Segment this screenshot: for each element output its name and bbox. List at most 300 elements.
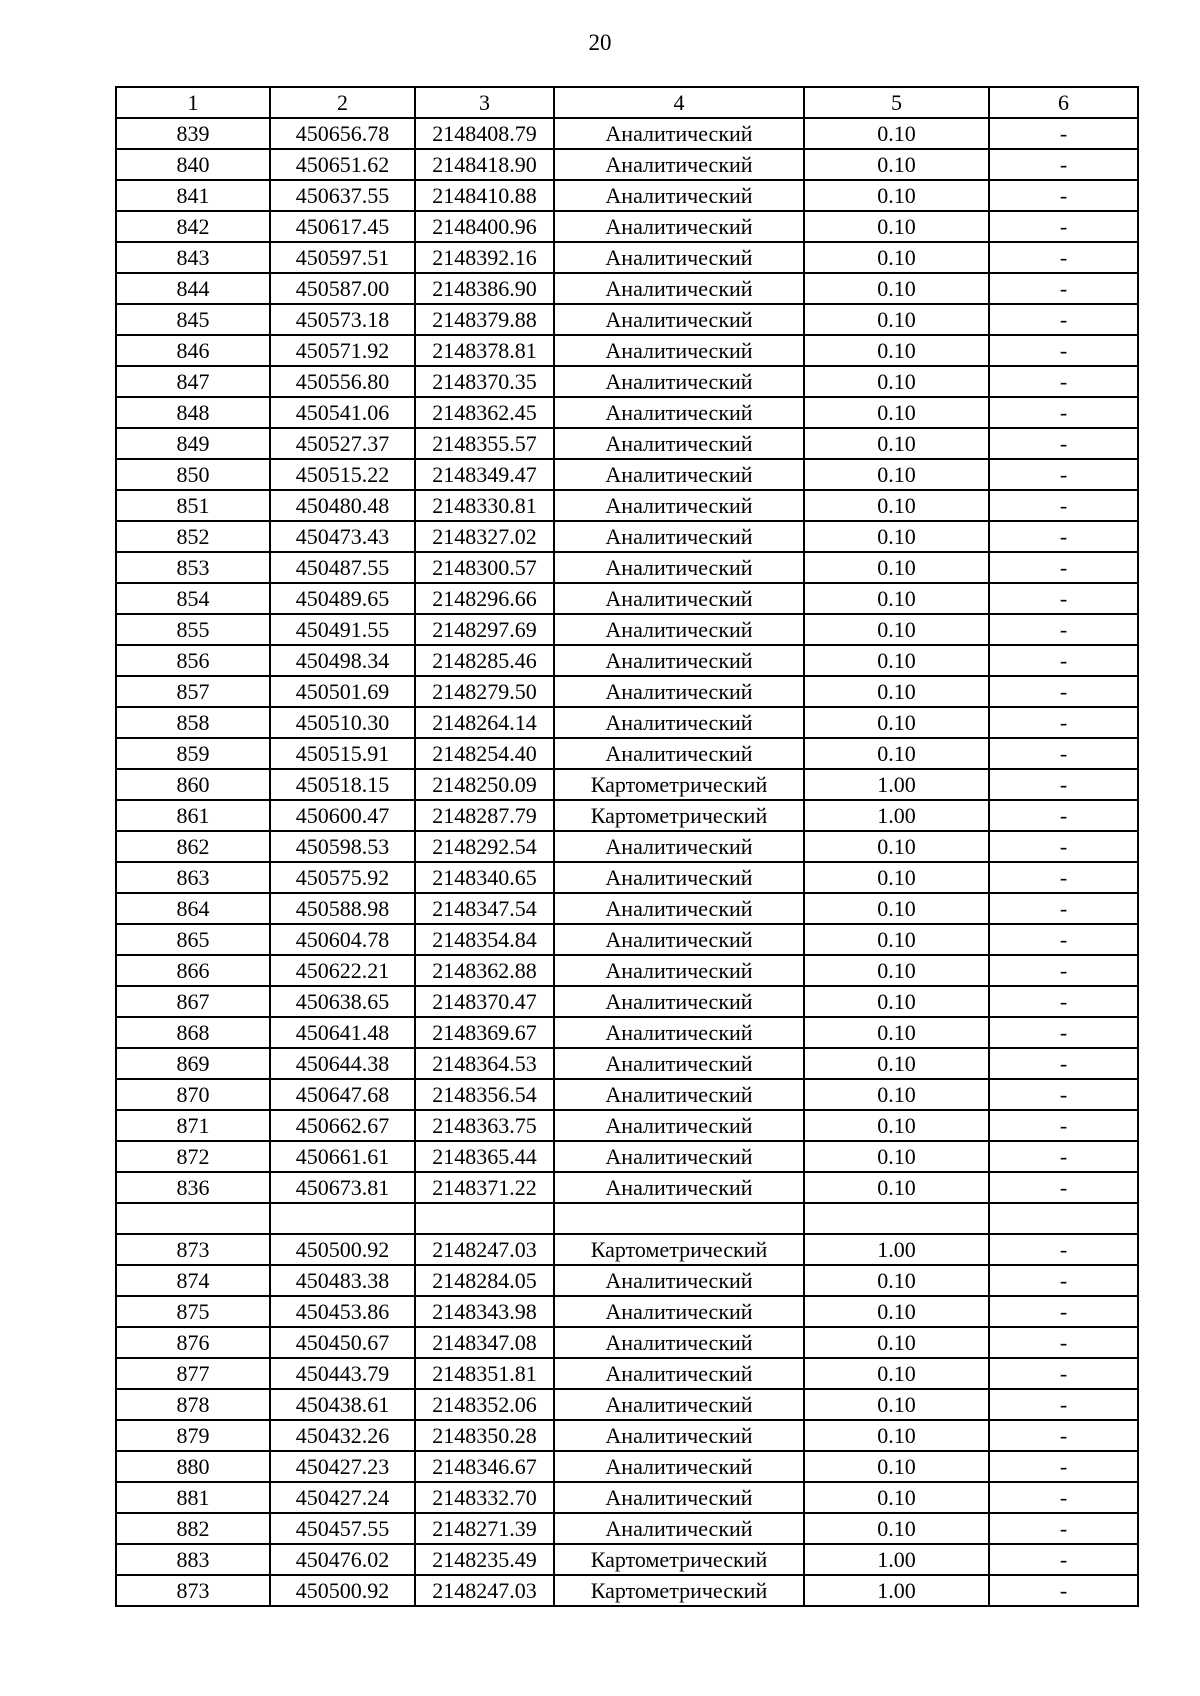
y-coordinate-cell: 2148254.40 bbox=[415, 738, 554, 769]
accuracy-cell: 0.10 bbox=[804, 521, 989, 552]
x-coordinate-cell: 450483.38 bbox=[270, 1265, 415, 1296]
note-cell: - bbox=[989, 1265, 1138, 1296]
y-coordinate-cell: 2148296.66 bbox=[415, 583, 554, 614]
y-coordinate-cell: 2148410.88 bbox=[415, 180, 554, 211]
accuracy-cell: 0.10 bbox=[804, 955, 989, 986]
method-cell: Аналитический bbox=[554, 1327, 804, 1358]
table-row bbox=[116, 924, 1138, 955]
x-coordinate-cell: 450518.15 bbox=[270, 769, 415, 800]
y-coordinate-cell: 2148408.79 bbox=[415, 118, 554, 149]
y-coordinate-cell: 2148264.14 bbox=[415, 707, 554, 738]
table-row bbox=[116, 1017, 1138, 1048]
table-row bbox=[116, 769, 1138, 800]
y-coordinate-cell: 2148355.57 bbox=[415, 428, 554, 459]
method-cell: Аналитический bbox=[554, 1513, 804, 1544]
table-row bbox=[116, 1451, 1138, 1482]
table-header-row bbox=[116, 87, 1138, 118]
y-coordinate-cell: 2148356.54 bbox=[415, 1079, 554, 1110]
x-coordinate-cell: 450662.67 bbox=[270, 1110, 415, 1141]
point-number-cell: 854 bbox=[116, 583, 270, 614]
method-cell: Аналитический bbox=[554, 397, 804, 428]
y-coordinate-cell: 2148351.81 bbox=[415, 1358, 554, 1389]
point-number-cell: 853 bbox=[116, 552, 270, 583]
table-row bbox=[116, 521, 1138, 552]
table-row bbox=[116, 1296, 1138, 1327]
x-coordinate-cell: 450541.06 bbox=[270, 397, 415, 428]
note-cell: - bbox=[989, 552, 1138, 583]
y-coordinate-cell: 2148330.81 bbox=[415, 490, 554, 521]
x-coordinate-cell: 450556.80 bbox=[270, 366, 415, 397]
method-cell: Аналитический bbox=[554, 273, 804, 304]
table-row bbox=[116, 428, 1138, 459]
point-number-cell: 839 bbox=[116, 118, 270, 149]
y-coordinate-cell: 2148369.67 bbox=[415, 1017, 554, 1048]
method-cell: Аналитический bbox=[554, 676, 804, 707]
x-coordinate-cell: 450587.00 bbox=[270, 273, 415, 304]
y-coordinate-cell: 2148379.88 bbox=[415, 304, 554, 335]
method-cell: Аналитический bbox=[554, 738, 804, 769]
coordinates-table bbox=[115, 86, 1139, 1607]
y-coordinate-cell: 2148332.70 bbox=[415, 1482, 554, 1513]
x-coordinate-cell: 450600.47 bbox=[270, 800, 415, 831]
method-cell: Аналитический bbox=[554, 552, 804, 583]
table-row bbox=[116, 862, 1138, 893]
x-coordinate-cell: 450427.24 bbox=[270, 1482, 415, 1513]
x-coordinate-cell: 450500.92 bbox=[270, 1234, 415, 1265]
x-coordinate-cell: 450617.45 bbox=[270, 211, 415, 242]
page-number: 20 bbox=[588, 30, 612, 55]
accuracy-cell: 0.10 bbox=[804, 149, 989, 180]
method-cell: Аналитический bbox=[554, 1017, 804, 1048]
accuracy-cell: 0.10 bbox=[804, 1265, 989, 1296]
point-number-cell: 859 bbox=[116, 738, 270, 769]
accuracy-cell: 0.10 bbox=[804, 738, 989, 769]
note-cell: - bbox=[989, 397, 1138, 428]
y-coordinate-cell: 2148371.22 bbox=[415, 1172, 554, 1203]
table-row bbox=[116, 645, 1138, 676]
table-row bbox=[116, 180, 1138, 211]
x-coordinate-cell: 450501.69 bbox=[270, 676, 415, 707]
point-number-cell: 860 bbox=[116, 769, 270, 800]
x-coordinate-cell: 450637.55 bbox=[270, 180, 415, 211]
note-cell: - bbox=[989, 1420, 1138, 1451]
note-cell: - bbox=[989, 1296, 1138, 1327]
accuracy-cell: 0.10 bbox=[804, 335, 989, 366]
x-coordinate-cell: 450661.61 bbox=[270, 1141, 415, 1172]
note-cell: - bbox=[989, 521, 1138, 552]
method-cell: Аналитический bbox=[554, 614, 804, 645]
note-cell: - bbox=[989, 1451, 1138, 1482]
table-row bbox=[116, 118, 1138, 149]
x-coordinate-cell: 450491.55 bbox=[270, 614, 415, 645]
y-coordinate-cell: 2148350.28 bbox=[415, 1420, 554, 1451]
table-row bbox=[116, 583, 1138, 614]
y-coordinate-cell bbox=[415, 1203, 554, 1234]
table-row bbox=[116, 955, 1138, 986]
method-cell: Аналитический bbox=[554, 924, 804, 955]
method-cell: Аналитический bbox=[554, 242, 804, 273]
method-cell: Аналитический bbox=[554, 583, 804, 614]
point-number-cell: 878 bbox=[116, 1389, 270, 1420]
method-cell: Аналитический bbox=[554, 1110, 804, 1141]
x-coordinate-cell: 450575.92 bbox=[270, 862, 415, 893]
point-number-cell: 855 bbox=[116, 614, 270, 645]
y-coordinate-cell: 2148352.06 bbox=[415, 1389, 554, 1420]
note-cell: - bbox=[989, 335, 1138, 366]
accuracy-cell: 1.00 bbox=[804, 1575, 989, 1606]
point-number-cell: 872 bbox=[116, 1141, 270, 1172]
point-number-cell: 842 bbox=[116, 211, 270, 242]
x-coordinate-cell: 450473.43 bbox=[270, 521, 415, 552]
method-cell: Картометрический bbox=[554, 1575, 804, 1606]
point-number-cell: 881 bbox=[116, 1482, 270, 1513]
method-cell: Аналитический bbox=[554, 1420, 804, 1451]
table-row bbox=[116, 893, 1138, 924]
y-coordinate-cell: 2148327.02 bbox=[415, 521, 554, 552]
table-row bbox=[116, 335, 1138, 366]
method-cell: Аналитический bbox=[554, 1451, 804, 1482]
accuracy-cell: 0.10 bbox=[804, 1048, 989, 1079]
y-coordinate-cell: 2148250.09 bbox=[415, 769, 554, 800]
point-number-cell: 873 bbox=[116, 1575, 270, 1606]
table-row bbox=[116, 242, 1138, 273]
accuracy-cell: 1.00 bbox=[804, 769, 989, 800]
x-coordinate-cell: 450571.92 bbox=[270, 335, 415, 366]
accuracy-cell: 0.10 bbox=[804, 614, 989, 645]
accuracy-cell: 0.10 bbox=[804, 893, 989, 924]
accuracy-cell: 0.10 bbox=[804, 1110, 989, 1141]
x-coordinate-cell: 450432.26 bbox=[270, 1420, 415, 1451]
column-header: 1 bbox=[116, 87, 270, 118]
point-number-cell: 852 bbox=[116, 521, 270, 552]
column-header: 6 bbox=[989, 87, 1138, 118]
note-cell: - bbox=[989, 676, 1138, 707]
y-coordinate-cell: 2148347.54 bbox=[415, 893, 554, 924]
method-cell: Аналитический bbox=[554, 118, 804, 149]
point-number-cell: 877 bbox=[116, 1358, 270, 1389]
x-coordinate-cell: 450597.51 bbox=[270, 242, 415, 273]
point-number-cell: 850 bbox=[116, 459, 270, 490]
point-number-cell: 840 bbox=[116, 149, 270, 180]
x-coordinate-cell: 450527.37 bbox=[270, 428, 415, 459]
point-number-cell: 863 bbox=[116, 862, 270, 893]
note-cell: - bbox=[989, 769, 1138, 800]
table-row bbox=[116, 1544, 1138, 1575]
table-row bbox=[116, 1110, 1138, 1141]
table-row bbox=[116, 614, 1138, 645]
point-number-cell: 848 bbox=[116, 397, 270, 428]
y-coordinate-cell: 2148364.53 bbox=[415, 1048, 554, 1079]
x-coordinate-cell: 450673.81 bbox=[270, 1172, 415, 1203]
y-coordinate-cell: 2148363.75 bbox=[415, 1110, 554, 1141]
note-cell: - bbox=[989, 862, 1138, 893]
table-row bbox=[116, 149, 1138, 180]
method-cell: Аналитический bbox=[554, 707, 804, 738]
accuracy-cell: 0.10 bbox=[804, 1513, 989, 1544]
y-coordinate-cell: 2148349.47 bbox=[415, 459, 554, 490]
point-number-cell: 880 bbox=[116, 1451, 270, 1482]
table-row bbox=[116, 707, 1138, 738]
accuracy-cell: 0.10 bbox=[804, 1172, 989, 1203]
accuracy-cell: 0.10 bbox=[804, 490, 989, 521]
table-row bbox=[116, 304, 1138, 335]
x-coordinate-cell: 450598.53 bbox=[270, 831, 415, 862]
y-coordinate-cell: 2148362.88 bbox=[415, 955, 554, 986]
point-number-cell: 870 bbox=[116, 1079, 270, 1110]
accuracy-cell: 0.10 bbox=[804, 1451, 989, 1482]
x-coordinate-cell: 450498.34 bbox=[270, 645, 415, 676]
y-coordinate-cell: 2148284.05 bbox=[415, 1265, 554, 1296]
method-cell: Аналитический bbox=[554, 459, 804, 490]
method-cell: Картометрический bbox=[554, 769, 804, 800]
y-coordinate-cell: 2148365.44 bbox=[415, 1141, 554, 1172]
x-coordinate-cell: 450480.48 bbox=[270, 490, 415, 521]
table-row bbox=[116, 397, 1138, 428]
accuracy-cell: 0.10 bbox=[804, 707, 989, 738]
note-cell: - bbox=[989, 1172, 1138, 1203]
point-number-cell: 861 bbox=[116, 800, 270, 831]
point-number-cell: 856 bbox=[116, 645, 270, 676]
point-number-cell: 883 bbox=[116, 1544, 270, 1575]
accuracy-cell bbox=[804, 1203, 989, 1234]
column-header: 2 bbox=[270, 87, 415, 118]
y-coordinate-cell: 2148347.08 bbox=[415, 1327, 554, 1358]
note-cell: - bbox=[989, 459, 1138, 490]
table-row bbox=[116, 459, 1138, 490]
y-coordinate-cell: 2148300.57 bbox=[415, 552, 554, 583]
x-coordinate-cell: 450641.48 bbox=[270, 1017, 415, 1048]
method-cell: Картометрический bbox=[554, 1234, 804, 1265]
note-cell: - bbox=[989, 304, 1138, 335]
accuracy-cell: 0.10 bbox=[804, 118, 989, 149]
method-cell: Картометрический bbox=[554, 800, 804, 831]
table-row bbox=[116, 1079, 1138, 1110]
note-cell: - bbox=[989, 1513, 1138, 1544]
point-number-cell: 879 bbox=[116, 1420, 270, 1451]
y-coordinate-cell: 2148297.69 bbox=[415, 614, 554, 645]
y-coordinate-cell: 2148378.81 bbox=[415, 335, 554, 366]
point-number-cell: 836 bbox=[116, 1172, 270, 1203]
x-coordinate-cell: 450457.55 bbox=[270, 1513, 415, 1544]
y-coordinate-cell: 2148346.67 bbox=[415, 1451, 554, 1482]
accuracy-cell: 0.10 bbox=[804, 397, 989, 428]
note-cell: - bbox=[989, 1110, 1138, 1141]
accuracy-cell: 0.10 bbox=[804, 552, 989, 583]
table-row bbox=[116, 1265, 1138, 1296]
note-cell: - bbox=[989, 211, 1138, 242]
note-cell: - bbox=[989, 1575, 1138, 1606]
y-coordinate-cell: 2148235.49 bbox=[415, 1544, 554, 1575]
note-cell: - bbox=[989, 738, 1138, 769]
table-row bbox=[116, 986, 1138, 1017]
method-cell: Аналитический bbox=[554, 862, 804, 893]
table-body bbox=[116, 118, 1138, 1606]
accuracy-cell: 0.10 bbox=[804, 862, 989, 893]
method-cell: Аналитический bbox=[554, 893, 804, 924]
x-coordinate-cell: 450644.38 bbox=[270, 1048, 415, 1079]
y-coordinate-cell: 2148287.79 bbox=[415, 800, 554, 831]
y-coordinate-cell: 2148247.03 bbox=[415, 1234, 554, 1265]
x-coordinate-cell: 450622.21 bbox=[270, 955, 415, 986]
accuracy-cell: 1.00 bbox=[804, 1544, 989, 1575]
column-header: 3 bbox=[415, 87, 554, 118]
x-coordinate-cell: 450500.92 bbox=[270, 1575, 415, 1606]
point-number-cell: 876 bbox=[116, 1327, 270, 1358]
note-cell: - bbox=[989, 1358, 1138, 1389]
table-row bbox=[116, 738, 1138, 769]
method-cell: Аналитический bbox=[554, 335, 804, 366]
method-cell: Аналитический bbox=[554, 1265, 804, 1296]
method-cell: Аналитический bbox=[554, 986, 804, 1017]
x-coordinate-cell: 450487.55 bbox=[270, 552, 415, 583]
y-coordinate-cell: 2148340.65 bbox=[415, 862, 554, 893]
x-coordinate-cell: 450489.65 bbox=[270, 583, 415, 614]
method-cell: Аналитический bbox=[554, 180, 804, 211]
point-number-cell: 882 bbox=[116, 1513, 270, 1544]
x-coordinate-cell: 450573.18 bbox=[270, 304, 415, 335]
x-coordinate-cell: 450638.65 bbox=[270, 986, 415, 1017]
accuracy-cell: 0.10 bbox=[804, 676, 989, 707]
point-number-cell: 847 bbox=[116, 366, 270, 397]
y-coordinate-cell: 2148292.54 bbox=[415, 831, 554, 862]
accuracy-cell: 0.10 bbox=[804, 366, 989, 397]
x-coordinate-cell bbox=[270, 1203, 415, 1234]
accuracy-cell: 0.10 bbox=[804, 1482, 989, 1513]
point-number-cell: 865 bbox=[116, 924, 270, 955]
x-coordinate-cell: 450438.61 bbox=[270, 1389, 415, 1420]
column-header: 4 bbox=[554, 87, 804, 118]
method-cell: Аналитический bbox=[554, 1048, 804, 1079]
note-cell: - bbox=[989, 986, 1138, 1017]
accuracy-cell: 0.10 bbox=[804, 1017, 989, 1048]
x-coordinate-cell: 450647.68 bbox=[270, 1079, 415, 1110]
point-number-cell: 851 bbox=[116, 490, 270, 521]
accuracy-cell: 0.10 bbox=[804, 986, 989, 1017]
table-row bbox=[116, 1575, 1138, 1606]
note-cell: - bbox=[989, 180, 1138, 211]
point-number-cell: 867 bbox=[116, 986, 270, 1017]
point-number-cell: 843 bbox=[116, 242, 270, 273]
note-cell: - bbox=[989, 1544, 1138, 1575]
x-coordinate-cell: 450443.79 bbox=[270, 1358, 415, 1389]
y-coordinate-cell: 2148271.39 bbox=[415, 1513, 554, 1544]
accuracy-cell: 0.10 bbox=[804, 459, 989, 490]
table-row bbox=[116, 366, 1138, 397]
y-coordinate-cell: 2148386.90 bbox=[415, 273, 554, 304]
x-coordinate-cell: 450510.30 bbox=[270, 707, 415, 738]
accuracy-cell: 0.10 bbox=[804, 428, 989, 459]
note-cell: - bbox=[989, 1234, 1138, 1265]
accuracy-cell: 0.10 bbox=[804, 1079, 989, 1110]
x-coordinate-cell: 450515.91 bbox=[270, 738, 415, 769]
point-number-cell: 869 bbox=[116, 1048, 270, 1079]
accuracy-cell: 0.10 bbox=[804, 1420, 989, 1451]
method-cell: Аналитический bbox=[554, 831, 804, 862]
method-cell: Аналитический bbox=[554, 1296, 804, 1327]
x-coordinate-cell: 450604.78 bbox=[270, 924, 415, 955]
table-row bbox=[116, 1327, 1138, 1358]
column-header: 5 bbox=[804, 87, 989, 118]
method-cell: Аналитический bbox=[554, 955, 804, 986]
table-row bbox=[116, 1482, 1138, 1513]
method-cell: Аналитический bbox=[554, 1389, 804, 1420]
table-row bbox=[116, 1172, 1138, 1203]
note-cell: - bbox=[989, 800, 1138, 831]
point-number-cell: 862 bbox=[116, 831, 270, 862]
method-cell: Аналитический bbox=[554, 211, 804, 242]
method-cell: Аналитический bbox=[554, 1482, 804, 1513]
note-cell: - bbox=[989, 707, 1138, 738]
y-coordinate-cell: 2148418.90 bbox=[415, 149, 554, 180]
accuracy-cell: 0.10 bbox=[804, 645, 989, 676]
note-cell: - bbox=[989, 149, 1138, 180]
point-number-cell: 846 bbox=[116, 335, 270, 366]
note-cell: - bbox=[989, 1482, 1138, 1513]
note-cell: - bbox=[989, 1327, 1138, 1358]
table-row bbox=[116, 273, 1138, 304]
method-cell: Аналитический bbox=[554, 304, 804, 335]
note-cell: - bbox=[989, 924, 1138, 955]
note-cell: - bbox=[989, 366, 1138, 397]
accuracy-cell: 0.10 bbox=[804, 583, 989, 614]
point-number-cell: 858 bbox=[116, 707, 270, 738]
note-cell: - bbox=[989, 1017, 1138, 1048]
point-number-cell: 873 bbox=[116, 1234, 270, 1265]
accuracy-cell: 1.00 bbox=[804, 1234, 989, 1265]
note-cell bbox=[989, 1203, 1138, 1234]
note-cell: - bbox=[989, 242, 1138, 273]
method-cell: Аналитический bbox=[554, 645, 804, 676]
method-cell bbox=[554, 1203, 804, 1234]
method-cell: Аналитический bbox=[554, 521, 804, 552]
table-row bbox=[116, 1203, 1138, 1234]
accuracy-cell: 0.10 bbox=[804, 1296, 989, 1327]
x-coordinate-cell: 450427.23 bbox=[270, 1451, 415, 1482]
method-cell: Аналитический bbox=[554, 1358, 804, 1389]
method-cell: Аналитический bbox=[554, 490, 804, 521]
accuracy-cell: 1.00 bbox=[804, 800, 989, 831]
x-coordinate-cell: 450476.02 bbox=[270, 1544, 415, 1575]
note-cell: - bbox=[989, 1389, 1138, 1420]
note-cell: - bbox=[989, 1079, 1138, 1110]
x-coordinate-cell: 450651.62 bbox=[270, 149, 415, 180]
y-coordinate-cell: 2148343.98 bbox=[415, 1296, 554, 1327]
point-number-cell: 866 bbox=[116, 955, 270, 986]
accuracy-cell: 0.10 bbox=[804, 831, 989, 862]
point-number-cell: 871 bbox=[116, 1110, 270, 1141]
y-coordinate-cell: 2148392.16 bbox=[415, 242, 554, 273]
x-coordinate-cell: 450515.22 bbox=[270, 459, 415, 490]
point-number-cell: 875 bbox=[116, 1296, 270, 1327]
note-cell: - bbox=[989, 645, 1138, 676]
method-cell: Аналитический bbox=[554, 1141, 804, 1172]
table-row bbox=[116, 800, 1138, 831]
note-cell: - bbox=[989, 614, 1138, 645]
point-number-cell: 868 bbox=[116, 1017, 270, 1048]
point-number-cell: 874 bbox=[116, 1265, 270, 1296]
accuracy-cell: 0.10 bbox=[804, 1389, 989, 1420]
point-number-cell: 857 bbox=[116, 676, 270, 707]
table-row bbox=[116, 1389, 1138, 1420]
note-cell: - bbox=[989, 428, 1138, 459]
table-row bbox=[116, 831, 1138, 862]
note-cell: - bbox=[989, 893, 1138, 924]
note-cell: - bbox=[989, 955, 1138, 986]
note-cell: - bbox=[989, 1048, 1138, 1079]
method-cell: Картометрический bbox=[554, 1544, 804, 1575]
x-coordinate-cell: 450656.78 bbox=[270, 118, 415, 149]
x-coordinate-cell: 450450.67 bbox=[270, 1327, 415, 1358]
